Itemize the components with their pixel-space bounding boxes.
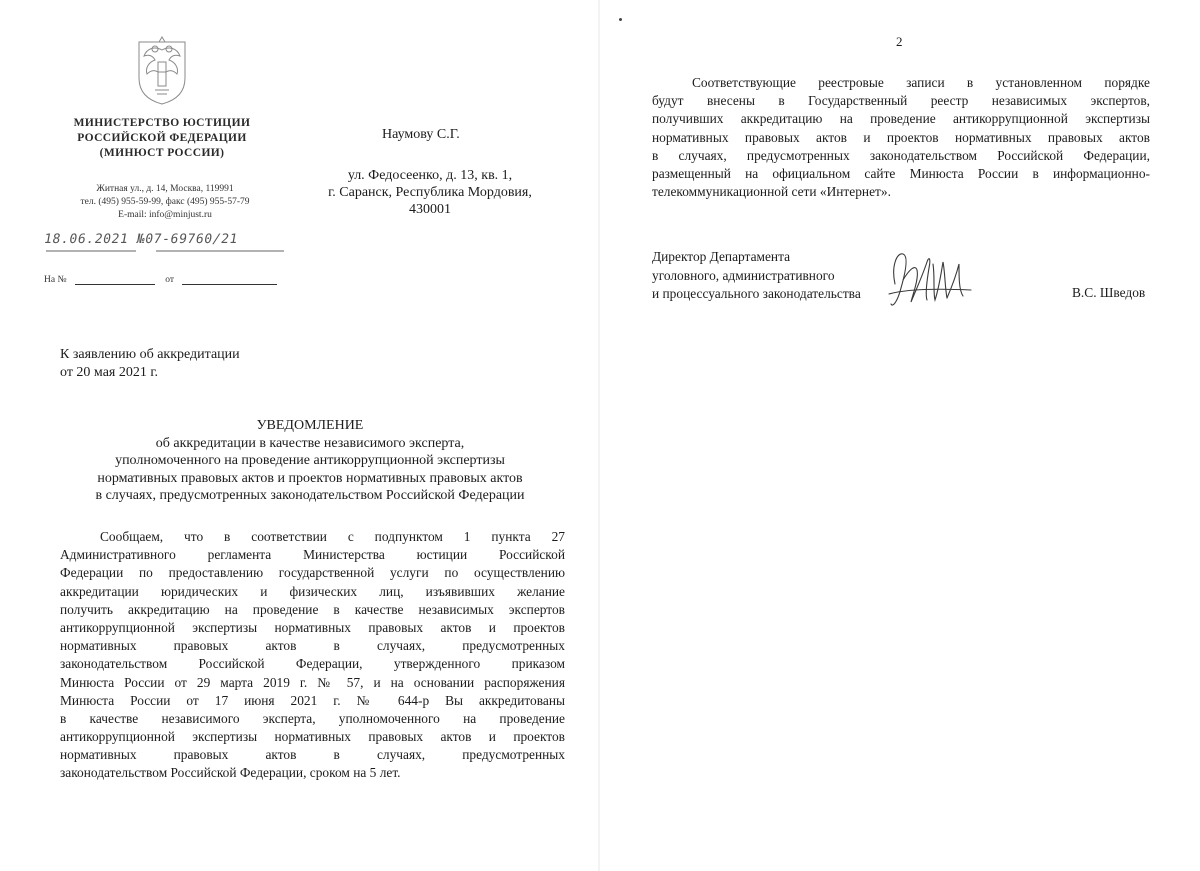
reference-number-line — [44, 274, 277, 285]
recipient-address-line-2: г. Саранск, Республика Мордовия, — [328, 185, 532, 200]
reference-line-1: К заявлению об аккредитации — [60, 347, 240, 362]
page2-body-line: в случаях, предусмотренных законодательством Российской Федерации, — [652, 147, 1150, 163]
body-line: нормативных правовых актов в случаях, предусмотренных — [60, 747, 565, 763]
page2-body-line: Соответствующие реестровые записи в установленном порядке — [692, 75, 1150, 90]
body-line: аккредитации юридических и физических лиц, изъявивших желание — [60, 583, 565, 599]
ministry-address-line-3: E-mail: info@minjust.ru — [118, 210, 212, 220]
scan-speck — [619, 18, 623, 22]
signatory-name: В.С. Шведов — [1072, 285, 1146, 300]
registration-number-handwritten: 18.06.2021 №07-69760/21 — [42, 232, 240, 247]
notice-heading: УВЕДОМЛЕНИЕ — [256, 418, 364, 433]
ot-blank — [182, 274, 277, 285]
body-line: Минюста России от 29 марта 2019 г. № 57, и на основании распоряжения — [60, 674, 565, 690]
na-blank — [75, 274, 155, 285]
page2-body — [652, 74, 1150, 201]
coat-of-arms-emblem-icon — [131, 32, 193, 106]
recipient-address-line-3: 430001 — [409, 202, 451, 217]
signatory-line-3: и процессуального законодательства — [652, 286, 861, 301]
body-line: получить аккредитацию на проведение в качестве независимых экспертов — [60, 601, 565, 617]
notice-body — [60, 528, 565, 783]
ministry-line-3: (МИНЮСТ РОССИИ) — [99, 147, 225, 159]
signatory-line-1: Директор Департамента — [652, 249, 791, 264]
page-number: 2 — [896, 34, 903, 49]
page2-body-line: нормативных правовых актов и проектов нормативных правовых актов — [652, 129, 1150, 145]
ministry-name — [62, 116, 262, 161]
notice-subtitle-line-2: уполномоченного на проведение антикоррупционной экспертизы — [115, 453, 505, 468]
page-2 — [600, 0, 1200, 871]
application-reference — [60, 346, 240, 382]
notice-subtitle-line-4: в случаях, предусмотренных законодательством Российской Федерации — [95, 488, 525, 503]
body-line: в качестве независимого эксперта, уполномоченного на проведение — [60, 710, 565, 726]
ministry-line-2: РОССИЙСКОЙ ФЕДЕРАЦИИ — [77, 132, 247, 144]
body-line: Минюста России от 17 июня 2021 г. № 644-р Вы аккредитованы — [60, 692, 565, 708]
notice-subtitle-line-1: об аккредитации в качестве независимого эксперта, — [155, 435, 465, 451]
ministry-address — [50, 183, 280, 222]
signatory-title — [652, 248, 861, 304]
body-line: законодательством Российской Федерации, утвержденного приказом — [60, 656, 565, 672]
notice-subtitle-line-3: нормативных правовых актов и проектов нормативных правовых актов — [97, 470, 523, 486]
ministry-address-line-1: Житная ул., д. 14, Москва, 119991 — [96, 184, 234, 194]
body-line: Административного регламента Министерства юстиции Российской — [60, 547, 565, 563]
body-line: законодательством Российской Федерации, сроком на 5 лет. — [60, 765, 401, 781]
body-line: Сообщаем, что в соответствии с подпунктом 1 пункта 27 — [100, 529, 565, 544]
page2-body-line: телекоммуникационной сети «Интернет». — [652, 184, 891, 200]
body-line: нормативных правовых актов в случаях, предусмотренных — [60, 638, 565, 654]
body-line: антикоррупционной экспертизы нормативных правовых актов и проектов — [60, 729, 565, 745]
na-label: На № — [44, 275, 67, 285]
signatory-line-2: уголовного, административного — [652, 267, 835, 283]
handwritten-signature-icon — [883, 244, 983, 314]
ministry-line-1: МИНИСТЕРСТВО ЮСТИЦИИ — [73, 117, 251, 129]
page2-body-line: размещенный на официальном сайте Минюста России в информационно- — [652, 165, 1150, 181]
ministry-address-line-2: тел. (495) 955-59-99, факс (495) 955-57-79 — [80, 197, 250, 207]
body-line: антикоррупционной экспертизы нормативных правовых актов и проектов — [60, 619, 565, 635]
body-line: Федерации по предоставлению государственной услуги по осуществлению — [60, 565, 565, 581]
reference-line-2: от 20 мая 2021 г. — [60, 365, 159, 380]
recipient-address-line-1: ул. Федосеенко, д. 13, кв. 1, — [347, 168, 513, 183]
page2-body-line: будут внесены в Государственный реестр независимых экспертов, — [652, 93, 1150, 109]
page2-body-line: получивших аккредитацию на проведение антикоррупционной экспертизы — [652, 111, 1150, 127]
recipient-name: Наумову С.Г. — [382, 127, 460, 142]
recipient-address — [305, 167, 555, 218]
notice-title — [50, 417, 570, 505]
ot-label: от — [165, 275, 175, 285]
